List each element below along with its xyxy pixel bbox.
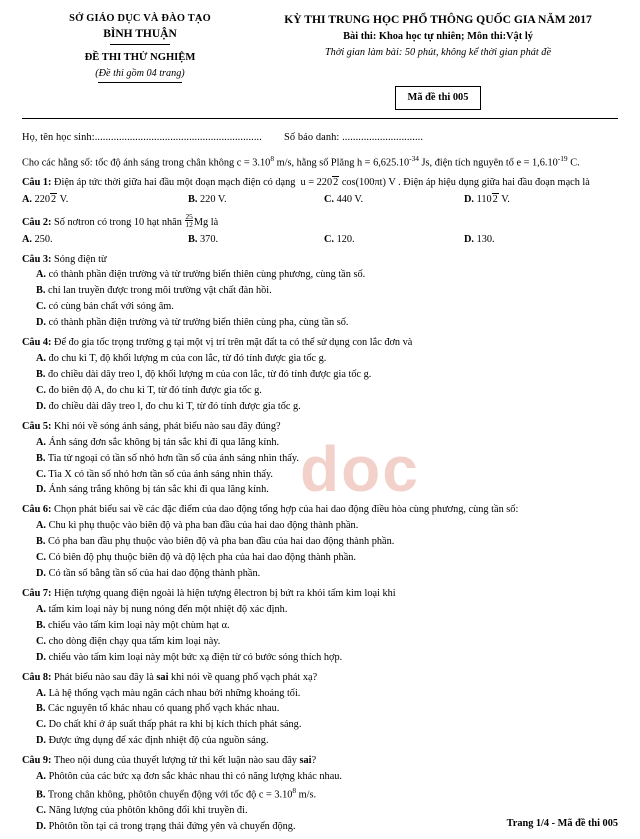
question-2-label: Câu 2: (22, 216, 52, 228)
option-7-c (22, 635, 618, 650)
option-3-a (22, 268, 618, 283)
option-3-c (22, 300, 618, 315)
option-4-a (22, 352, 618, 367)
exam-subject: Bài thi: Khoa học tự nhiên; Môn thi:Vật lý (343, 30, 533, 42)
option-3-d (22, 316, 618, 331)
divider-2 (98, 82, 182, 83)
question-2-text: Số nơtron có trong 10 hạt nhân $\frac{25}{12}$ Mg là (54, 211, 219, 230)
option-2-b: B. 370. (188, 233, 219, 245)
option-6-a (22, 519, 618, 534)
constants-paragraph: Cho các hằng số: tốc độ ánh sáng trong chân không $c = 3.10^8$ m/s, hằng số Plăng $h = 6,625.10^{-34}$ Js, điện tích nguyên tố $e = 1,6.10^{-19}$ C. (22, 153, 580, 169)
option-5-a-text: Ánh sáng đơn sắc không bị tán sắc khi đi qua lăng kính. (48, 436, 280, 448)
header-rule (22, 118, 618, 119)
student-info-row (22, 132, 618, 143)
option-6-c-key: C. (36, 552, 47, 564)
option-7-d-text: chiếu vào tấm kim loại này một bức xạ điện từ có bước sóng thích hợp. (48, 651, 343, 663)
exam-code-wrap (258, 74, 618, 110)
student-name-label: Họ, tên học sinh:.............................................................. (22, 131, 262, 143)
option-9-a-text: Phôtôn của các bức xạ đơn sắc khác nhau thì có năng lượng khác nhau. (48, 771, 342, 783)
option-1-c: C. 440 V. (324, 193, 364, 205)
option-8-a-key: A. (36, 687, 47, 699)
option-5-b (22, 452, 618, 467)
option-8-b-key: B. (36, 703, 46, 715)
option-7-a-text: tấm kim loại này bị nung nóng đến một nhiệt độ xác định. (48, 603, 288, 615)
question-4-text: Để đo gia tốc trọng trường g tại một vị trí trên mặt đất ta có thể sử dụng con lắc đơn và (54, 337, 413, 349)
option-3-b-key: B. (36, 285, 46, 297)
option-8-c-key: C. (36, 719, 47, 731)
question-1-text: Điện áp tức thời giữa hai đầu một đoạn mạch điện có dạng u = 2202 cos(100πt) V . Điện áp hiệu dụng giữa hai đầu đoạn mạch là (54, 176, 590, 188)
question-7-text: Hiện tượng quang điện ngoài là hiện tượng êlectron bị bứt ra khỏi tấm kim loại khi (54, 587, 396, 599)
page-footer: Trang 1/4 - Mã đề thi 005 (506, 818, 618, 829)
option-8-c (22, 718, 618, 733)
option-5-d (22, 483, 618, 498)
option-4-b-key: B. (36, 368, 46, 380)
divider-1 (110, 44, 170, 45)
option-8-c-text: Do chất khí ở áp suất thấp phát ra khi bị kích thích phát sáng. (48, 719, 302, 731)
option-4-a-key: A. (36, 353, 47, 365)
option-7-b-key: B. (36, 619, 46, 631)
question-1-options (22, 193, 618, 208)
question-6-label: Câu 6: (22, 504, 52, 516)
question-5-text: Khi nói về sóng ánh sáng, phát biểu nào sau đây đúng? (54, 420, 281, 432)
option-8-d-text: Được ứng dụng để xác định nhiệt độ của nguồn sáng. (48, 735, 269, 747)
option-2-d: D. 130. (464, 233, 495, 245)
option-5-c (22, 468, 618, 483)
option-4-a-text: đo chu kì T, độ khối lượng m của con lắc, từ đó tính được gia tốc g. (48, 353, 327, 365)
question-2 (22, 213, 618, 231)
question-7-label: Câu 7: (22, 587, 52, 599)
option-9-a-key: A. (36, 771, 47, 783)
option-4-c-text: đo biên độ A, đo chu kì T, từ đó tính được gia tốc g. (48, 384, 262, 396)
option-7-c-text: cho dòng điện chạy qua tấm kim loại này. (48, 635, 221, 647)
option-2-c: C. 120. (324, 233, 355, 245)
question-4 (22, 336, 618, 351)
page-content (22, 12, 618, 835)
option-3-c-text: có cùng bản chất với sóng âm. (48, 301, 174, 313)
option-4-c (22, 384, 618, 399)
option-6-a-text: Chu kì phụ thuộc vào biên độ và pha ban đầu của hai dao động thành phần. (48, 520, 359, 532)
option-3-b (22, 284, 618, 299)
question-9-text: Theo nội dung của thuyết lượng tử thì kết luận nào sau đây sai? (53, 755, 317, 767)
question-1 (22, 176, 618, 191)
question-7 (22, 587, 618, 602)
option-4-b (22, 368, 618, 383)
question-8-text: Phát biểu nào sau đây là sai khi nói về quang phổ vạch phát xạ? (54, 671, 318, 683)
question-3-label: Câu 3: (22, 253, 52, 265)
option-4-d (22, 400, 618, 415)
question-3-text: Sóng điện từ (54, 253, 107, 265)
option-8-a-text: Là hệ thống vạch màu ngăn cách nhau bởi những khoảng tối. (48, 687, 301, 699)
pages-note: (Đề thi gồm 04 trang) (95, 67, 185, 79)
question-8 (22, 671, 618, 686)
student-id-label: Số báo danh: .............................. (283, 131, 424, 143)
option-4-b-text: đo chiều dài dây treo l, độ khối lượng m của con lắc, từ đó tính được gia tốc g. (48, 368, 372, 380)
option-5-a (22, 436, 618, 451)
question-1-label: Câu 1: (22, 176, 52, 188)
option-9-b: B. Trong chân không, phôtôn chuyển động với tốc độ $c = 3.10^8$ m/s. (36, 786, 317, 801)
option-5-b-key: B. (36, 452, 46, 464)
option-3-b-text: chỉ lan truyền được trong môi trường vật chất đàn hồi. (48, 285, 272, 297)
question-2-options (22, 233, 618, 248)
option-4-d-text: đo chiều dài dây treo l, đo chu kì T, từ đó tính được gia tốc g. (48, 400, 301, 412)
option-1-a: A. 2202 V. (22, 193, 69, 205)
exam-title: KỲ THI TRUNG HỌC PHỔ THÔNG QUỐC GIA NĂM 2017 (284, 13, 592, 26)
header-right (258, 12, 618, 110)
option-3-c-key: C. (36, 301, 47, 313)
question-9-label: Câu 9: (22, 755, 52, 767)
option-1-d: D. 1102 V. (464, 193, 510, 205)
option-9-c-key: C. (36, 805, 47, 817)
option-7-d-key: D. (36, 651, 47, 663)
option-8-b-text: Các nguyên tố khác nhau có quang phổ vạch khác nhau. (48, 703, 280, 715)
watermark-text: doc (300, 433, 420, 505)
option-9-d-text: Phôtôn tồn tại cả trong trạng thái đứng yên và chuyển động. (48, 821, 296, 833)
option-6-b-text: Có pha ban đầu phụ thuộc vào biên độ và pha ban đầu của hai dao động thành phần. (48, 536, 395, 548)
option-5-c-key: C. (36, 468, 47, 480)
option-3-a-key: A. (36, 269, 47, 281)
option-6-a-key: A. (36, 520, 47, 532)
option-6-c (22, 551, 618, 566)
option-6-b-key: B. (36, 536, 46, 548)
question-8-label: Câu 8: (22, 671, 52, 683)
question-6 (22, 503, 618, 518)
option-6-c-text: Có biên độ phụ thuộc biên độ và độ lệch pha của hai dao động thành phần. (48, 552, 356, 564)
ministry-label: SỞ GIÁO DỤC VÀ ĐÀO TẠO (69, 13, 211, 24)
question-9 (22, 754, 618, 769)
option-1-b: B. 220 V. (188, 193, 227, 205)
exam-code-badge: Mã đề thi 005 (395, 86, 482, 110)
option-8-b (22, 702, 618, 717)
question-5-label: Câu 5: (22, 420, 52, 432)
option-7-a-key: A. (36, 603, 47, 615)
option-3-a-text: có thành phần điện trường và từ trường biến thiên cùng phương, cùng tần số. (48, 269, 366, 281)
question-4-label: Câu 4: (22, 337, 52, 349)
option-9-c-text: Năng lượng của phôtôn không đổi khi truyền đi. (48, 805, 248, 817)
question-3 (22, 253, 618, 268)
option-3-d-text: có thành phần điện trường và từ trường biến thiên cùng pha, cùng tần số. (48, 317, 349, 329)
option-5-d-key: D. (36, 484, 47, 496)
option-5-b-text: Tia tử ngoại có tần số nhỏ hơn tần số của ánh sáng nhìn thấy. (47, 452, 299, 464)
option-4-c-key: C. (36, 384, 47, 396)
province-label: BÌNH THUẬN (103, 28, 177, 41)
option-5-d-text: Ánh sáng trắng không bị tán sắc khi đi qua lăng kính. (48, 484, 269, 496)
option-6-d-key: D. (36, 568, 47, 580)
option-9-a (22, 770, 618, 785)
option-7-b-text: chiếu vào tấm kim loại này một chùm hạt α. (48, 619, 230, 631)
option-5-a-key: A. (36, 436, 47, 448)
option-7-d (22, 651, 618, 666)
option-7-b (22, 619, 618, 634)
header-left (22, 12, 258, 83)
option-6-d (22, 567, 618, 582)
question-6-text: Chọn phát biểu sai về các đặc điểm của dao động tổng hợp của hai dao động điều hòa cùng phương, cùng tần số: (54, 504, 519, 516)
option-6-b (22, 535, 618, 550)
option-5-c-text: Tia X có tần số nhỏ hơn tần số của ánh sáng nhìn thấy. (48, 468, 274, 480)
option-6-d-text: Có tần số bằng tần số của hai dao động thành phần. (48, 568, 261, 580)
exam-duration: Thời gian làm bài: 50 phút, không kể thời gian phát đề (324, 46, 552, 58)
option-9-d-key: D. (36, 821, 47, 833)
exam-type-label: ĐỀ THI THỬ NGHIỆM (84, 51, 196, 63)
option-4-d-key: D. (36, 400, 47, 412)
option-2-a: A. 250. (22, 233, 53, 245)
option-8-d (22, 734, 618, 749)
option-7-c-key: C. (36, 635, 47, 647)
option-7-a (22, 603, 618, 618)
option-3-d-key: D. (36, 317, 47, 329)
option-8-d-key: D. (36, 735, 47, 747)
question-5 (22, 420, 618, 435)
option-8-a (22, 687, 618, 702)
document-header (22, 12, 618, 110)
